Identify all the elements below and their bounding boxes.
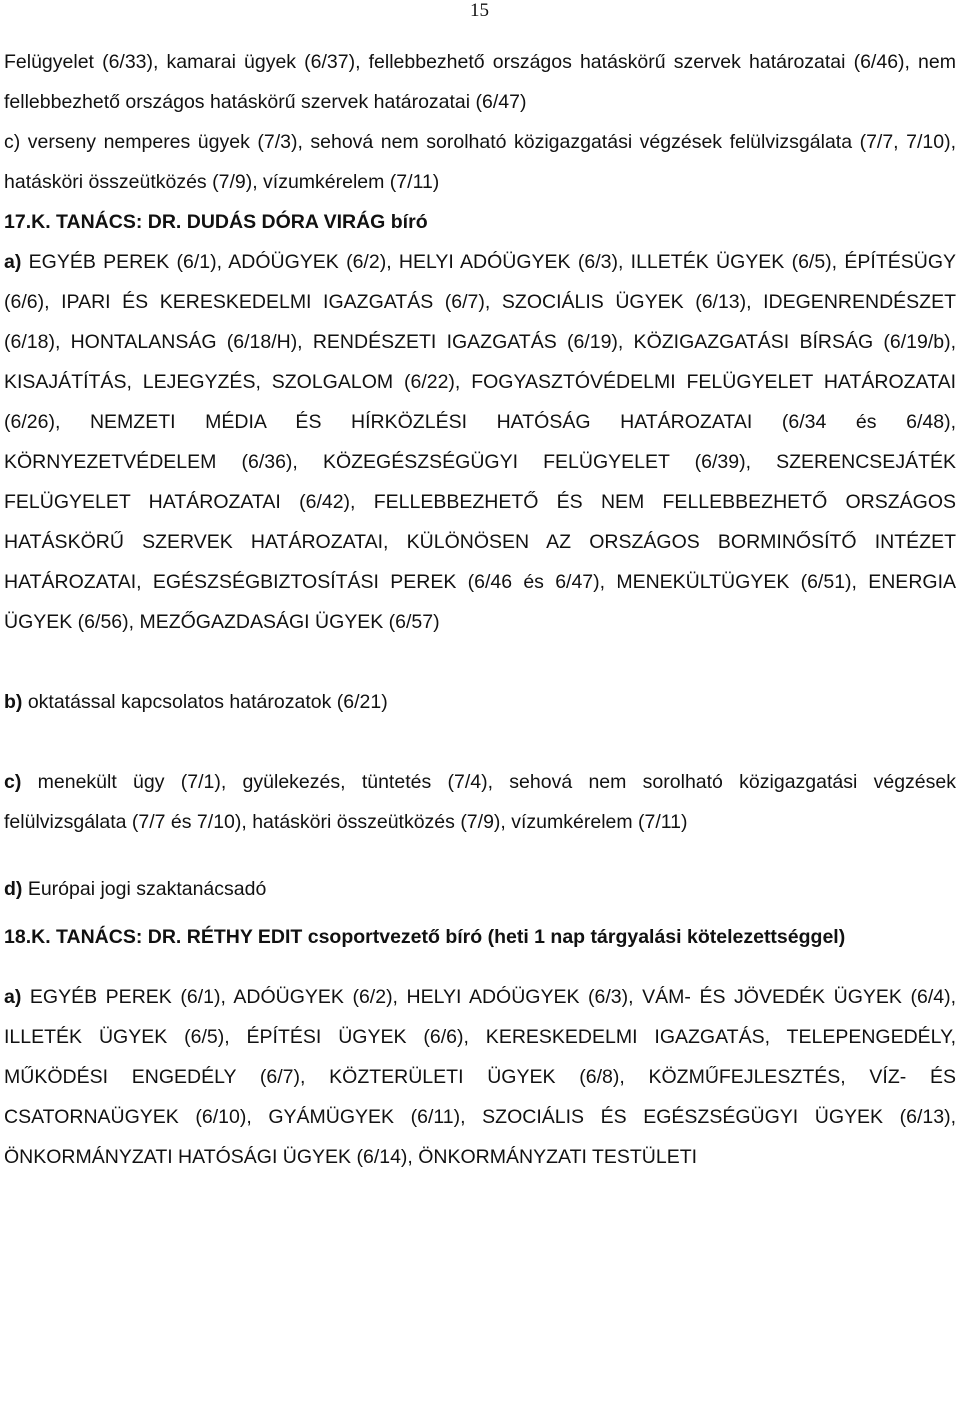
item-text: oktatással kapcsolatos határozatok (6/21) bbox=[22, 691, 388, 713]
paragraph-continuation: Felügyelet (6/33), kamarai ügyek (6/37), fellebbezhető országos hatáskörű szervek határozatai (6/46), nem fellebbezhető országos hatáskörű szervek határozatai (6/47) bbox=[4, 51, 956, 113]
item-label: a) bbox=[4, 986, 22, 1008]
item-label: b) bbox=[4, 691, 23, 713]
item-text: EGYÉB PEREK (6/1), ADÓÜGYEK (6/2), HELYI ADÓÜGYEK (6/3), VÁM- ÉS JÖVEDÉK ÜGYEK (6/4), ILLETÉK ÜGYEK (6/5), ÉPÍTÉSI ÜGYEK (6/6), KERESKEDELMI IGAZGATÁS, TELEPENGEDÉLY, MŰKÖDÉSI ENGEDÉLY (6/7), KÖZTERÜLETI ÜGYEK (6/8), KÖZMŰFEJLESZTÉS, VÍZ- ÉS CSATORNAÜGYEK (6/10), GYÁMÜGYEK (6/11), SZOCIÁLIS ÉS EGÉSZSÉGÜGYI ÜGYEK (6/13), ÖNKORMÁNYZATI HATÓSÁGI ÜGYEK (6/14), ÖNKORMÁNYZATI TESTÜLETI bbox=[4, 986, 956, 1168]
document-body bbox=[4, 42, 956, 1177]
page-number: 15 bbox=[470, 0, 489, 21]
item-label: a) bbox=[4, 251, 22, 273]
council-17-item-b bbox=[4, 682, 956, 722]
item-text: menekült ügy (7/1), gyülekezés, tüntetés (7/4), sehová nem sorolható közigazgatási végzések felülvizsgálata (7/7 és 7/10), hatásköri összeütközés (7/9), vízumkérelem (7/11) bbox=[4, 771, 956, 833]
item-label: c) bbox=[4, 771, 22, 793]
council-17-heading: 17.K. TANÁCS: DR. DUDÁS DÓRA VIRÁG bíró bbox=[4, 211, 428, 233]
item-label: d) bbox=[4, 878, 23, 900]
council-18-item-a bbox=[4, 977, 956, 1177]
council-18-heading: 18.K. TANÁCS: DR. RÉTHY EDIT csoportvezető bíró (heti 1 nap tárgyalási kötelezettséggel) bbox=[4, 926, 846, 948]
item-text: Európai jogi szaktanácsadó bbox=[22, 878, 267, 900]
council-17-item-c bbox=[4, 762, 956, 842]
item-text: EGYÉB PEREK (6/1), ADÓÜGYEK (6/2), HELYI ADÓÜGYEK (6/3), ILLETÉK ÜGYEK (6/5), ÉPÍTÉSÜGY (6/6), IPARI ÉS KERESKEDELMI IGAZGATÁS (6/7), SZOCIÁLIS ÜGYEK (6/13), IDEGENRENDÉSZET (6/18), HONTALANSÁG (6/18/H), RENDÉSZETI IGAZGATÁS (6/19), KÖZIGAZGATÁSI BÍRSÁG (6/19/b), KISAJÁTÍTÁS, LEJEGYZÉS, SZOLGALOM (6/22), FOGYASZTÓVÉDELMI FELÜGYELET HATÁROZATAI (6/26), NEMZETI MÉDIA ÉS HÍRKÖZLÉSI HATÓSÁG HATÁROZATAI (6/34 és 6/48), KÖRNYEZETVÉDELEM (6/36), KÖZEGÉSZSÉGÜGYI FELÜGYELET (6/39), SZERENCSEJÁTÉK FELÜGYELET HATÁROZATAI (6/42), FELLEBBEZHETŐ ÉS NEM FELLEBBEZHETŐ ORSZÁGOS HATÁSKÖRŰ SZERVEK HATÁROZATAI, KÜLÖNÖSEN AZ ORSZÁGOS BORMINŐSÍTŐ INTÉZET HATÁROZATAI, EGÉSZSÉGBIZTOSÍTÁSI PEREK (6/46 és 6/47), MENEKÜLTÜGYEK (6/51), ENERGIA ÜGYEK (6/56), MEZŐGAZDASÁGI ÜGYEK (6/57) bbox=[4, 251, 956, 633]
paragraph-c-items: c) verseny nemperes ügyek (7/3), sehová nem sorolható közigazgatási végzések felülvizsgálata (7/7, 7/10), hatásköri összeütközés (7/9), vízumkérelem (7/11) bbox=[4, 131, 956, 193]
council-17-item-a bbox=[4, 242, 956, 642]
council-17-item-d bbox=[4, 869, 956, 909]
